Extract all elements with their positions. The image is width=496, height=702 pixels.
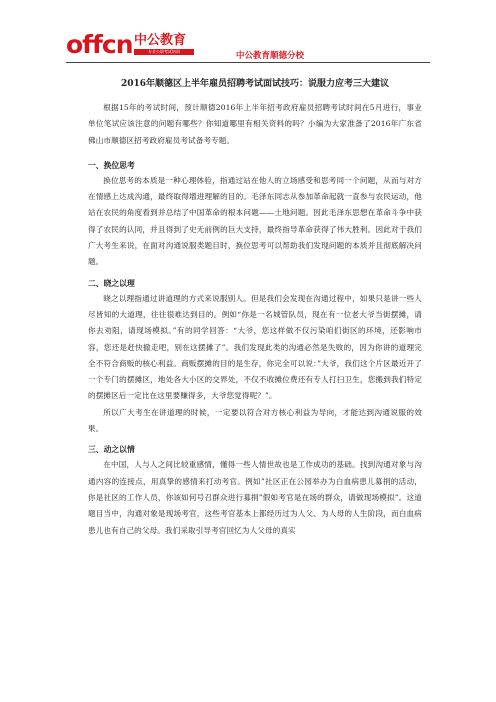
page-header	[0, 0, 496, 70]
logo-tagline: 专业公职考试培训	[134, 49, 194, 55]
section-2-paragraph-2: 所以广大考生在讲道理的时候，一定要以符合对方核心利益为导向，才能达到沟通说服的效果。	[88, 407, 422, 434]
header-rule	[66, 62, 430, 63]
section-1-paragraph-1: 换位思考的本质是一种心理体验，指通过站在他人的立场感受和思考同一个问题，从而与对方在情感上达成沟通，最终取得增进理解的目的。毛泽东同志从参加革命起就一直参与农民运动，他站在农民的角度看到并总结了中国革命的根本问题——土地问题。因此毛泽东思想在革命斗争中获得了农民的认同，并且得到了史无前例的巨大支持，最终指导革命获得了伟大胜利。因此对于我们广大考生来说，在面对沟通说服类题目时，换位思考可以帮助我们发现问题的本质并且彻底解决问题。	[88, 175, 422, 267]
logo-wordmark: offcn	[66, 30, 133, 59]
section-2-paragraph-1: 晓之以理指通过讲道理的方式来说服别人。但是我们会发现在沟通过程中，如果只是讲一些人尽皆知的大道理，往往很难达到目的。例如“你是一名城管队员，现在有一位老大爷当街摆摊，请你去劝阻，请现场模拟。”有的同学回答：“大爷，您这样做不仅污染咱们街区的环境，还影响市容，您还是赶快撤走吧，别在这摆摊了”。我们发现此类的沟通必然是失败的，因为你讲的道理完全不符合商贩的核心利益。商贩摆摊的目的是生存，你完全可以说：”大爷，我们这个片区最近开了一个专门的摆摊区，地处各大小区的交界处，不仅不收摊位费还有专人打扫卫生，您搬到我们特定的摆摊区后一定比在这里要赚得多，大爷您觉得呢？”。	[88, 293, 422, 401]
intro-paragraph: 根据15年的考试时间，预计顺德2016年上半年招考政府雇员招聘考试时间在5月进行，事业单位笔试应该注意的问题有哪些？你知道哪里有相关资料的吗？小编为大家准备了2016年广东省佛山市顺德区招考政府雇员考试备考专题。	[88, 103, 422, 145]
document-body	[88, 78, 422, 539]
section-3-paragraph-1: 在中国，人与人之间比较重感情，懂得一些人情世故也是工作成功的基础。找到沟通对象与沟通内容的连接点，用真挚的感情来打动考官。例如”社区正在公园举办为白血病患儿募捐的活动，你是社区的工作人员，你该如何号召群众进行募捐”假如考官是在场的群众，请做现场模拟”。这道题目当中，沟通对象是现场考官，这些考官基本上都经历过为人父、为人母的人生阶段，而白血病患儿也有自己的父母。我们采取引导考官回忆为人父母的真实	[88, 460, 422, 535]
offcn-logo	[66, 30, 216, 60]
document-title: 2016年顺德区上半年雇员招聘考试面试技巧：说服力应考三大建议	[120, 79, 390, 89]
branch-name: 中公教育顺德分校	[236, 51, 305, 61]
section-heading-1: 一、换位思考	[88, 160, 135, 170]
section-heading-3: 三、动之以情	[88, 445, 135, 455]
section-heading-2: 二、晓之以理	[88, 278, 135, 288]
logo-chinese-name: 中公教育	[134, 33, 187, 48]
